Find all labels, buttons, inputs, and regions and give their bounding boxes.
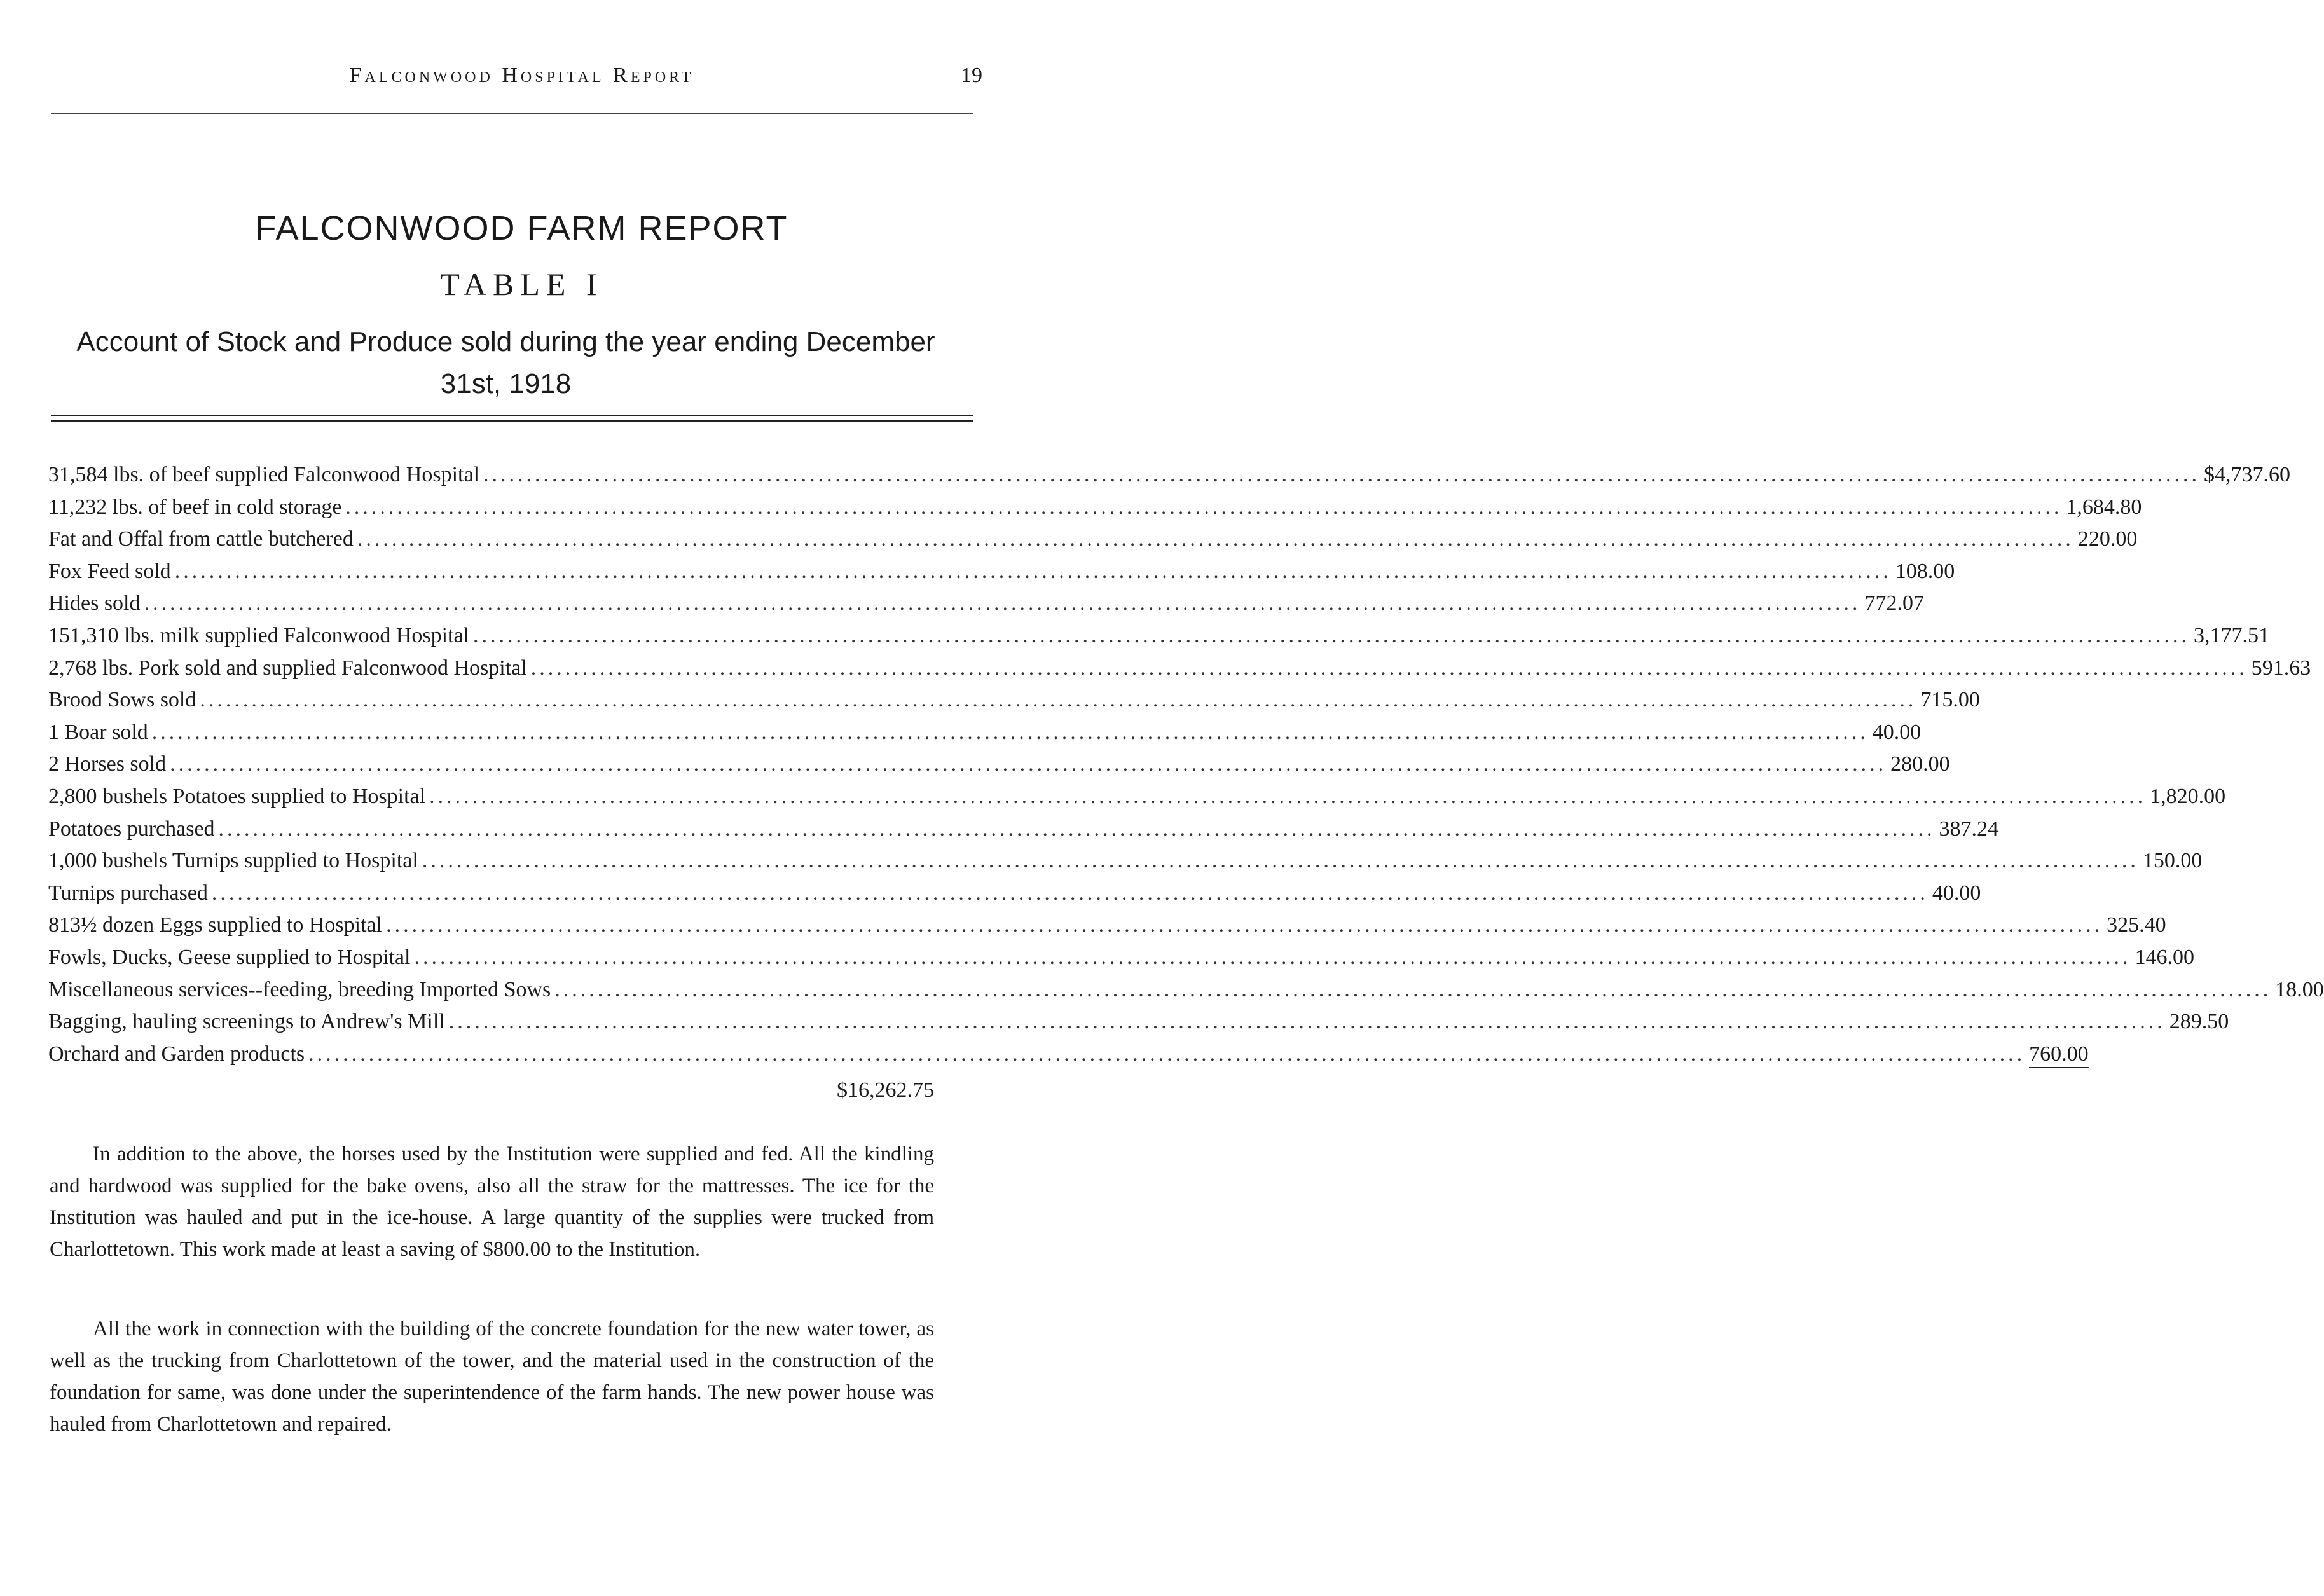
dot-leader: ........................................................................................................................................................................................................ [144, 591, 1861, 616]
ledger-row [48, 523, 2138, 556]
dot-leader: ........................................................................................................................................................................................................ [448, 1010, 2166, 1034]
ledger-amount: 280.00 [1890, 752, 1950, 776]
ledger-amount: 1,820.00 [2150, 784, 2226, 808]
ledger-description: 11,232 lbs. of beef in cold storage [48, 495, 342, 519]
report-title: FALCONWOOD FARM REPORT [255, 209, 788, 247]
ledger-amount: 40.00 [1872, 720, 1922, 744]
dot-leader: ........................................................................................................................................................................................................ [174, 559, 1892, 583]
ledger-amount: 289.50 [2169, 1010, 2229, 1034]
paragraph-water-tower: All the work in connection with the building of the concrete foundation for the new water tower, as well as the trucking from Charlottetown of the tower, and the material used in the construction of the foundation for same, was done under the superintendence of the farm hands. The new power house was hauled from Charlottetown and repaired. [50, 1317, 934, 1436]
ledger-amount: 18.00 [2275, 977, 2324, 1001]
ledger-amount: 146.00 [2135, 945, 2194, 969]
ledger-row [48, 974, 2324, 1007]
ledger-row [48, 1006, 2229, 1038]
ledger-amount: 772.07 [1864, 591, 1924, 616]
ledger-row [48, 909, 2166, 942]
dot-leader: ........................................................................................................................................................................................................ [211, 881, 1929, 905]
ledger-description: 151,310 lbs. milk supplied Falconwood Hospital [48, 623, 470, 647]
ledger-row [48, 492, 2142, 524]
ledger-description: 2 Horses sold [48, 752, 167, 776]
dot-leader: ........................................................................................................................................................................................................ [170, 752, 1887, 776]
ledger-amount: 715.00 [1920, 688, 1980, 712]
ledger-description: Fox Feed sold [48, 559, 171, 583]
ledger-description: Brood Sows sold [48, 688, 196, 712]
ledger-amount: 1,684.80 [2066, 495, 2142, 519]
ledger-row [48, 652, 2311, 685]
double-rule [51, 415, 973, 422]
ledger-description: Fat and Offal from cattle butchered [48, 527, 354, 551]
dot-leader: ........................................................................................................................................................................................................ [357, 527, 2074, 551]
ledger-amount: 591.63 [2251, 656, 2311, 680]
header-rule [51, 113, 973, 114]
table-label: TABLE I [440, 266, 603, 302]
dot-leader: ........................................................................................................................................................................................................ [554, 977, 2272, 1001]
dot-leader: ........................................................................................................................................................................................................ [345, 495, 2063, 519]
dot-leader: ........................................................................................................................................................................................................ [200, 688, 1917, 712]
dot-leader: ........................................................................................................................................................................................................ [473, 623, 2190, 647]
dot-leader: ........................................................................................................................................................................................................ [422, 849, 2139, 873]
paragraph-addition: In addition to the above, the horses used by the Institution were supplied and fed. All the kindling and hardwood was supplied for the bake ovens, also all the straw for the mattresses. The ice for the Institution was hauled and put in the ice-house. A large quantity of the supplies were trucked from Charlottetown. This work made at least a saving of $800.00 to the Institution. [50, 1143, 934, 1261]
ledger-row [48, 459, 2291, 492]
ledger-description: 2,768 lbs. Pork sold and supplied Falconwood Hospital [48, 656, 527, 680]
ledger-row [48, 620, 2270, 652]
ledger-row [48, 781, 2226, 813]
dot-leader: ........................................................................................................................................................................................................ [386, 913, 2103, 937]
ledger-row [48, 1038, 2089, 1071]
running-header [51, 64, 993, 93]
ledger-row [48, 877, 1981, 910]
ledger-row [48, 588, 1924, 620]
ledger-description: 2,800 bushels Potatoes supplied to Hospital [48, 784, 426, 808]
ledger-table [48, 459, 2324, 1070]
ledger-row [48, 942, 2194, 974]
running-title: Falconwood Hospital Report [349, 64, 694, 87]
ledger-description: 1,000 bushels Turnips supplied to Hospital [48, 849, 418, 873]
table-caption: Account of Stock and Produce sold during the year ending December 31st, 1918 [76, 326, 935, 399]
dot-leader: ........................................................................................................................................................................................................ [530, 656, 2248, 680]
ledger-row [48, 684, 1980, 717]
ledger-amount: 108.00 [1895, 559, 1955, 583]
ledger-amount: 40.00 [1932, 881, 1981, 905]
ledger-row [48, 556, 1955, 588]
ledger-description: Hides sold [48, 591, 141, 616]
dot-leader: ........................................................................................................................................................................................................ [429, 784, 2147, 808]
ledger-amount: 325.40 [2107, 913, 2166, 937]
ledger-description: 813½ dozen Eggs supplied to Hospital [48, 913, 383, 937]
ledger-row [48, 813, 1999, 846]
ledger-description: Orchard and Garden products [48, 1042, 305, 1066]
ledger-amount: 760.00 [2029, 1042, 2089, 1068]
ledger-amount: 387.24 [1939, 816, 1999, 841]
ledger-description: Fowls, Ducks, Geese supplied to Hospital [48, 945, 411, 969]
ledger-amount: 3,177.51 [2194, 623, 2270, 647]
ledger-amount: 220.00 [2077, 527, 2138, 551]
ledger-description: 1 Boar sold [48, 720, 148, 744]
page-number: 19 [961, 64, 982, 87]
ledger-row [48, 717, 1922, 749]
dot-leader: ........................................................................................................................................................................................................ [218, 816, 1936, 841]
dot-leader: ........................................................................................................................................................................................................ [308, 1042, 2026, 1066]
ledger-description: Potatoes purchased [48, 816, 215, 841]
ledger-description: 31,584 lbs. of beef supplied Falconwood Hospital [48, 463, 480, 486]
dot-leader: ........................................................................................................................................................................................................ [151, 720, 1869, 744]
dot-leader: ........................................................................................................................................................................................................ [483, 463, 2201, 486]
ledger-amount: $4,737.60 [2204, 463, 2291, 486]
ledger-row [48, 845, 2203, 877]
ledger-description: Miscellaneous services--feeding, breeding Imported Sows [48, 977, 551, 1001]
dot-leader: ........................................................................................................................................................................................................ [414, 945, 2131, 969]
ledger-row [48, 748, 1950, 781]
ledger-amount: 150.00 [2142, 849, 2203, 873]
ledger-total: $16,262.75 [837, 1078, 934, 1102]
ledger-description: Turnips purchased [48, 881, 208, 905]
ledger-description: Bagging, hauling screenings to Andrew's Mill [48, 1010, 445, 1034]
